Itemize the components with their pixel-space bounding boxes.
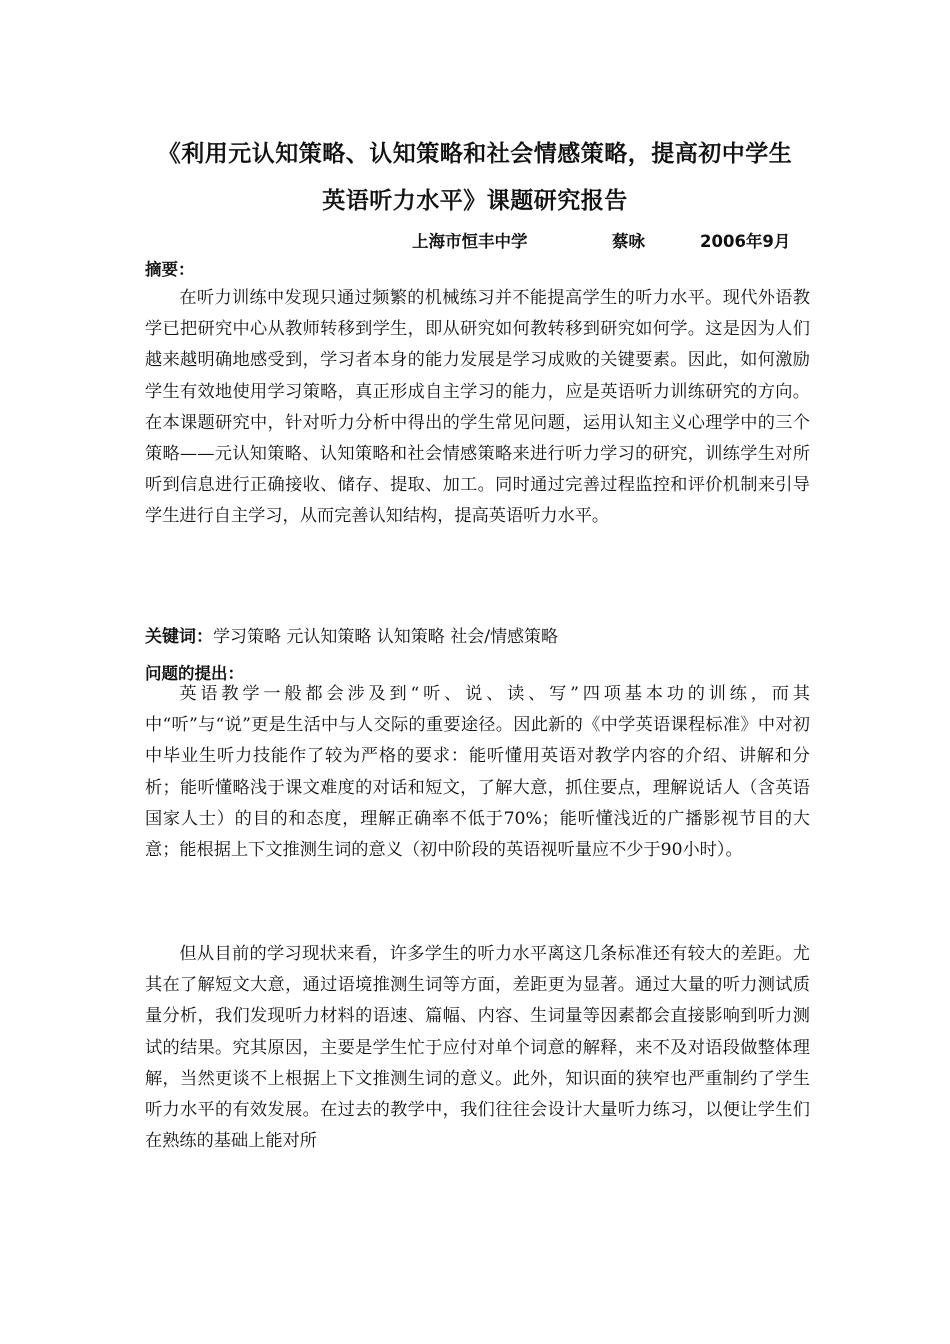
problem-paragraph-1: 英语教学一般都会涉及到“听、说、读、写”四项基本功的训练，而其中“听”与“说”更是生活中与人交际的重要途径。因此新的《中学英语课程标准》中对初中毕业生听力技能作了较为严格的要求：能听懂用英语对教学内容的介绍、讲解和分析；能听懂略浅于课文难度的对话和短文，了解大意，抓住要点，理解说话人（含英语国家人士）的目的和态度，理解正确率不低于70%；能听懂浅近的广播影视节目的大意；能根据上下文推测生词的意义（初中阶段的英语视听量应不少于90小时）。 xyxy=(145,684,810,861)
problem-paragraph-2: 但从目前的学习现状来看，许多学生的听力水平离这几条标准还有较大的差距。尤其在了解短文大意，通过语境推测生词等方面，差距更为显著。通过大量的听力测试质量分析，我们发现听力材料的语速、篇幅、内容、生词量等因素都会直接影响到听力测试的结果。究其原因，主要是学生忙于应付对单个词意的解释，来不及对语段做整体理解，当然更谈不上根据上下文推测生词的意义。此外，知识面的狭窄也严重制约了学生听力水平的有效发展。在过去的教学中，我们往往会设计大量听力练习，以便让学生们在熟练的基础上能对所 xyxy=(145,944,810,1152)
byline xyxy=(412,228,790,252)
abstract-heading: 摘要： xyxy=(145,260,195,279)
byline-author: 蔡咏 xyxy=(612,232,645,251)
problem-heading: 问题的提出： xyxy=(145,664,244,683)
document-title-line-1: 《利用元认知策略、认知策略和社会情感策略，提高初中学生 xyxy=(157,141,793,167)
keywords-line xyxy=(145,622,558,647)
document-title-line-2: 英语听力水平》课题研究报告 xyxy=(322,188,628,214)
problem-body-1 xyxy=(145,679,810,866)
keywords-label: 关键词： xyxy=(145,627,213,647)
problem-body-2 xyxy=(145,939,810,1157)
byline-date: 2006年9月 xyxy=(700,232,791,251)
byline-school: 上海市恒丰中学 xyxy=(412,232,528,251)
keywords-text: 学习策略 元认知策略 认知策略 社会/情感策略 xyxy=(213,627,558,647)
abstract-paragraph: 在听力训练中发现只通过频繁的机械练习并不能提高学生的听力水平。现代外语教学已把研究中心从教师转移到学生，即从研究如何教转移到研究如何学。这是因为人们越来越明确地感受到，学习者本身的能力发展是学习成败的关键要素。因此，如何激励学生有效地使用学习策略，真正形成自主学习的能力，应是英语听力训练研究的方向。在本课题研究中，针对听力分析中得出的学生常见问题，运用认知主义心理学中的三个策略——元认知策略、认知策略和社会情感策略来进行听力学习的研究，训练学生对所听到信息进行正确接收、储存、提取、加工。同时通过完善过程监控和评价机制来引导学生进行自主学习，从而完善认知结构，提高英语听力水平。 xyxy=(145,288,810,527)
abstract-body xyxy=(145,283,810,533)
